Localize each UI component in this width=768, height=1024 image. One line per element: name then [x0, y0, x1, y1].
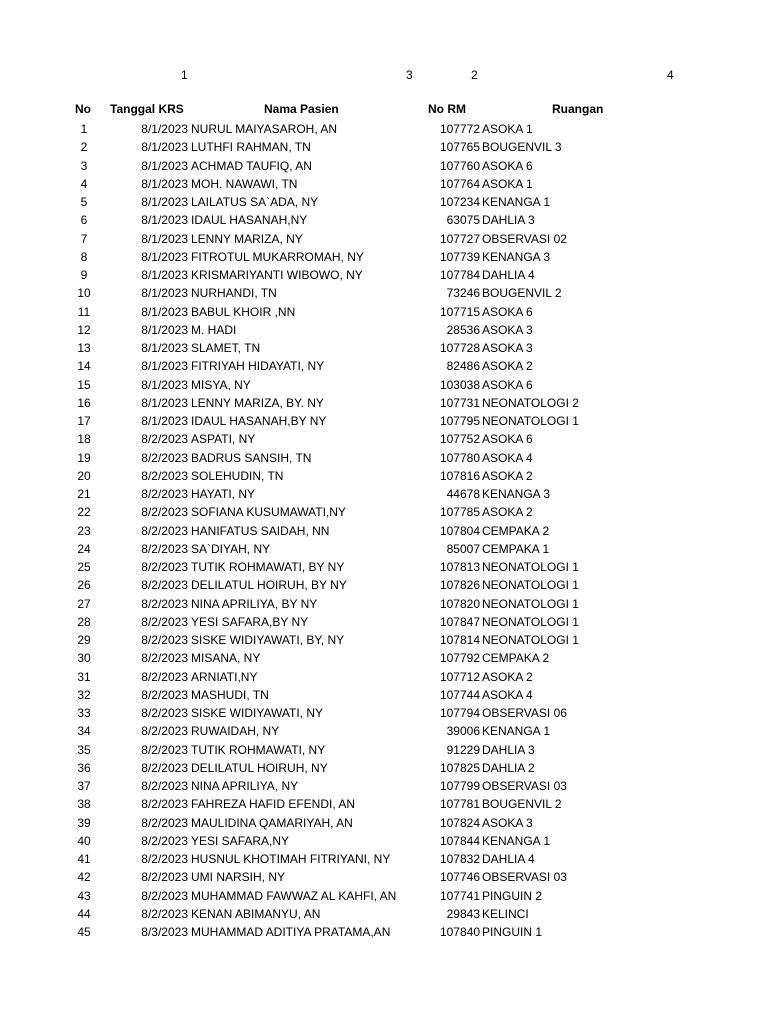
cell-tanggal-krs: 8/2/2023 [141, 687, 188, 702]
cell-no-rm: 107746 [439, 870, 480, 885]
cell-ruangan: ASOKA 6 [482, 377, 533, 392]
cell-no-rm: 39006 [446, 724, 480, 739]
table-row [0, 631, 768, 649]
cell-no: 39 [77, 815, 91, 830]
cell-no: 18 [77, 432, 91, 447]
cell-tanggal-krs: 8/2/2023 [141, 633, 188, 647]
cell-no-rm: 107840 [439, 925, 480, 939]
cell-no: 28 [77, 614, 91, 629]
table-row [0, 887, 768, 905]
table-row [0, 157, 768, 175]
cell-tanggal-krs: 8/1/2023 [141, 158, 188, 173]
table-row [0, 649, 768, 667]
cell-nama-pasien: MAULIDINA QAMARIYAH, AN [191, 815, 353, 830]
cell-no: 43 [77, 888, 91, 903]
cell-ruangan: ASOKA 3 [482, 815, 533, 830]
cell-tanggal-krs: 8/1/2023 [141, 122, 188, 136]
cell-no: 22 [77, 505, 91, 520]
cell-nama-pasien: HANIFATUS SAIDAH, NN [191, 523, 330, 538]
column-marker-2: 2 [471, 68, 478, 82]
cell-ruangan: NEONATOLOGI 1 [482, 633, 579, 647]
table-row [0, 814, 768, 832]
cell-nama-pasien: SLAMET, TN [191, 341, 261, 355]
cell-no-rm: 107799 [439, 779, 480, 793]
cell-tanggal-krs: 8/2/2023 [141, 742, 188, 757]
cell-nama-pasien: NINA APRILIYA, NY [191, 779, 299, 793]
table-row [0, 303, 768, 321]
header-tanggal-krs: Tanggal KRS [110, 102, 184, 116]
cell-ruangan: PINGUIN 2 [482, 888, 543, 903]
cell-tanggal-krs: 8/2/2023 [141, 487, 188, 501]
table-row [0, 832, 768, 850]
cell-tanggal-krs: 8/3/2023 [141, 925, 188, 939]
cell-tanggal-krs: 8/2/2023 [141, 760, 188, 775]
cell-no: 4 [80, 176, 88, 191]
table-row [0, 339, 768, 357]
cell-tanggal-krs: 8/1/2023 [141, 176, 188, 191]
cell-no-rm: 107813 [439, 560, 480, 574]
cell-ruangan: ASOKA 2 [482, 359, 533, 374]
cell-no-rm: 107712 [439, 669, 480, 684]
cell-tanggal-krs: 8/1/2023 [141, 322, 188, 337]
cell-no-rm: 107234 [439, 195, 480, 209]
cell-nama-pasien: TUTIK ROHMAWATI, BY NY [191, 560, 345, 574]
cell-ruangan: KELINCI [482, 906, 529, 921]
header-ruangan: Ruangan [552, 102, 604, 116]
cell-no: 42 [77, 870, 91, 885]
cell-no: 24 [77, 541, 91, 556]
cell-nama-pasien: FITRIYAH HIDAYATI, NY [191, 359, 325, 374]
table-row [0, 193, 768, 211]
cell-no-rm: 107785 [439, 505, 480, 520]
cell-no-rm: 107832 [439, 852, 480, 866]
cell-no: 36 [77, 760, 91, 775]
cell-nama-pasien: SISKE WIDIYAWATI, NY [191, 706, 324, 720]
cell-tanggal-krs: 8/1/2023 [141, 195, 188, 209]
cell-tanggal-krs: 8/2/2023 [141, 779, 188, 793]
cell-no-rm: 107795 [439, 414, 480, 428]
table-row [0, 138, 768, 156]
cell-ruangan: KENANGA 1 [482, 833, 551, 848]
cell-no: 13 [77, 341, 91, 355]
cell-nama-pasien: RUWAIDAH, NY [191, 724, 280, 739]
cell-nama-pasien: LENNY MARIZA, BY. NY [191, 395, 324, 410]
cell-tanggal-krs: 8/2/2023 [141, 578, 188, 593]
cell-no: 32 [77, 687, 91, 702]
table-row [0, 503, 768, 521]
cell-no: 11 [77, 304, 91, 319]
cell-ruangan: KENANGA 3 [482, 249, 551, 264]
cell-nama-pasien: M. HADI [191, 322, 237, 337]
cell-no-rm: 107784 [439, 268, 480, 282]
table-row [0, 777, 768, 795]
cell-tanggal-krs: 8/1/2023 [141, 286, 188, 301]
cell-nama-pasien: SISKE WIDIYAWATI, BY, NY [191, 633, 345, 647]
cell-ruangan: DAHLIA 2 [482, 760, 535, 775]
cell-ruangan: DAHLIA 4 [482, 268, 535, 282]
cell-no: 2 [80, 140, 88, 155]
table-row [0, 211, 768, 229]
cell-no-rm: 44678 [446, 487, 480, 501]
cell-nama-pasien: SA`DIYAH, NY [191, 541, 271, 556]
cell-ruangan: CEMPAKA 2 [482, 523, 550, 538]
cell-no-rm: 107752 [439, 432, 480, 447]
cell-ruangan: ASOKA 1 [482, 176, 533, 191]
cell-tanggal-krs: 8/1/2023 [141, 395, 188, 410]
cell-no: 15 [77, 377, 91, 392]
cell-ruangan: NEONATOLOGI 1 [482, 414, 579, 428]
cell-tanggal-krs: 8/2/2023 [141, 852, 188, 866]
table-row [0, 357, 768, 375]
cell-no-rm: 85007 [446, 541, 480, 556]
cell-ruangan: ASOKA 6 [482, 304, 533, 319]
cell-no-rm: 107814 [439, 633, 480, 647]
table-row [0, 741, 768, 759]
cell-no: 20 [77, 468, 91, 483]
cell-nama-pasien: IDAUL HASANAH,BY NY [191, 414, 327, 428]
cell-no: 31 [77, 669, 91, 684]
cell-nama-pasien: YESI SAFARA,BY NY [191, 614, 309, 629]
cell-ruangan: KENANGA 3 [482, 487, 551, 501]
cell-no: 30 [77, 651, 91, 666]
cell-tanggal-krs: 8/2/2023 [141, 541, 188, 556]
cell-ruangan: OBSERVASI 03 [482, 870, 567, 885]
cell-ruangan: ASOKA 6 [482, 158, 533, 173]
cell-no-rm: 63075 [446, 213, 480, 228]
cell-no: 10 [77, 286, 91, 301]
cell-tanggal-krs: 8/2/2023 [141, 870, 188, 885]
cell-nama-pasien: SOLEHUDIN, TN [191, 468, 284, 483]
cell-no-rm: 107824 [439, 815, 480, 830]
cell-no: 29 [77, 633, 91, 647]
cell-no-rm: 107820 [439, 596, 480, 611]
table-row [0, 321, 768, 339]
table-row [0, 175, 768, 193]
cell-nama-pasien: KENAN ABIMANYU, AN [191, 906, 321, 921]
cell-ruangan: KENANGA 1 [482, 724, 551, 739]
cell-ruangan: ASOKA 2 [482, 505, 533, 520]
cell-nama-pasien: NURUL MAIYASAROH, AN [191, 122, 338, 136]
cell-tanggal-krs: 8/2/2023 [141, 724, 188, 739]
table-row [0, 722, 768, 740]
cell-ruangan: ASOKA 2 [482, 468, 533, 483]
table-row [0, 266, 768, 284]
cell-nama-pasien: NINA APRILIYA, BY NY [191, 596, 318, 611]
cell-ruangan: ASOKA 4 [482, 450, 533, 465]
cell-no: 16 [77, 395, 91, 410]
cell-ruangan: NEONATOLOGI 1 [482, 614, 579, 629]
cell-no: 12 [77, 322, 91, 337]
cell-no: 26 [77, 578, 91, 593]
cell-ruangan: KENANGA 1 [482, 195, 551, 209]
table-row [0, 522, 768, 540]
table-row [0, 248, 768, 266]
cell-ruangan: OBSERVASI 06 [482, 706, 567, 720]
header-no-rm: No RM [428, 102, 466, 116]
cell-no-rm: 107825 [439, 760, 480, 775]
table-row [0, 467, 768, 485]
cell-tanggal-krs: 8/2/2023 [141, 468, 188, 483]
cell-no-rm: 107816 [439, 468, 480, 483]
cell-tanggal-krs: 8/1/2023 [141, 268, 188, 282]
cell-tanggal-krs: 8/2/2023 [141, 432, 188, 447]
cell-no: 7 [80, 231, 88, 246]
cell-nama-pasien: DELILATUL HOIRUH, NY [191, 760, 328, 775]
table-row [0, 850, 768, 868]
cell-no: 3 [80, 158, 88, 173]
cell-no-rm: 107727 [439, 231, 480, 246]
cell-tanggal-krs: 8/2/2023 [141, 906, 188, 921]
cell-ruangan: ASOKA 3 [482, 322, 533, 337]
cell-ruangan: CEMPAKA 1 [482, 541, 550, 556]
cell-no-rm: 107760 [439, 158, 480, 173]
cell-ruangan: BOUGENVIL 3 [482, 140, 562, 155]
cell-ruangan: PINGUIN 1 [482, 925, 543, 939]
column-marker-1: 1 [181, 68, 188, 82]
header-no: No [75, 102, 91, 116]
cell-ruangan: NEONATOLOGI 1 [482, 578, 579, 593]
cell-ruangan: ASOKA 3 [482, 341, 533, 355]
cell-nama-pasien: FITROTUL MUKARROMAH, NY [191, 249, 364, 264]
cell-no-rm: 107781 [439, 797, 480, 812]
table-row [0, 905, 768, 923]
cell-no: 38 [77, 797, 91, 812]
cell-tanggal-krs: 8/2/2023 [141, 833, 188, 848]
cell-no-rm: 107728 [439, 341, 480, 355]
cell-no-rm: 107794 [439, 706, 480, 720]
cell-ruangan: NEONATOLOGI 2 [482, 395, 579, 410]
cell-no: 23 [77, 523, 91, 538]
cell-tanggal-krs: 8/1/2023 [141, 231, 188, 246]
cell-no-rm: 107765 [439, 140, 480, 155]
cell-tanggal-krs: 8/2/2023 [141, 669, 188, 684]
cell-tanggal-krs: 8/1/2023 [141, 140, 188, 155]
cell-no: 44 [77, 906, 91, 921]
table-row [0, 449, 768, 467]
cell-ruangan: NEONATOLOGI 1 [482, 560, 579, 574]
cell-no-rm: 107741 [439, 888, 480, 903]
cell-nama-pasien: KRISMARIYANTI WIBOWO, NY [191, 268, 363, 282]
cell-no: 35 [77, 742, 91, 757]
cell-no-rm: 28536 [446, 322, 480, 337]
table-row [0, 284, 768, 302]
cell-tanggal-krs: 8/1/2023 [141, 414, 188, 428]
cell-tanggal-krs: 8/1/2023 [141, 377, 188, 392]
cell-no: 41 [77, 852, 91, 866]
cell-no: 8 [80, 249, 88, 264]
cell-tanggal-krs: 8/2/2023 [141, 815, 188, 830]
cell-tanggal-krs: 8/1/2023 [141, 341, 188, 355]
cell-ruangan: ASOKA 6 [482, 432, 533, 447]
cell-no: 14 [77, 359, 91, 374]
cell-nama-pasien: LAILATUS SA`ADA, NY [191, 195, 319, 209]
cell-tanggal-krs: 8/2/2023 [141, 706, 188, 720]
table-row [0, 704, 768, 722]
cell-no-rm: 29843 [446, 906, 480, 921]
cell-ruangan: ASOKA 1 [482, 122, 533, 136]
cell-no-rm: 91229 [446, 742, 480, 757]
cell-no: 17 [77, 414, 91, 428]
cell-nama-pasien: ARNIATI,NY [191, 669, 258, 684]
cell-no-rm: 107764 [439, 176, 480, 191]
cell-tanggal-krs: 8/1/2023 [141, 359, 188, 374]
cell-no: 40 [77, 833, 91, 848]
cell-ruangan: DAHLIA 4 [482, 852, 535, 866]
cell-tanggal-krs: 8/2/2023 [141, 560, 188, 574]
column-marker-3: 3 [406, 68, 413, 82]
cell-nama-pasien: LENNY MARIZA, NY [191, 231, 303, 246]
cell-ruangan: BOUGENVIL 2 [482, 286, 562, 301]
table-row [0, 795, 768, 813]
table-row [0, 558, 768, 576]
cell-tanggal-krs: 8/1/2023 [141, 304, 188, 319]
cell-no: 9 [80, 268, 88, 282]
cell-nama-pasien: MISANA, NY [191, 651, 261, 666]
cell-nama-pasien: ASPATI, NY [191, 432, 256, 447]
cell-tanggal-krs: 8/2/2023 [141, 797, 188, 812]
cell-tanggal-krs: 8/2/2023 [141, 651, 188, 666]
cell-ruangan: ASOKA 4 [482, 687, 533, 702]
patient-table-body [0, 120, 768, 941]
cell-no-rm: 107772 [439, 122, 480, 136]
cell-nama-pasien: HAYATI, NY [191, 487, 256, 501]
cell-no-rm: 107715 [439, 304, 480, 319]
cell-nama-pasien: DELILATUL HOIRUH, BY NY [191, 578, 347, 593]
cell-tanggal-krs: 8/1/2023 [141, 213, 188, 228]
table-row [0, 668, 768, 686]
cell-nama-pasien: BABUL KHOIR ,NN [191, 304, 296, 319]
cell-ruangan: BOUGENVIL 2 [482, 797, 562, 812]
cell-nama-pasien: HUSNUL KHOTIMAH FITRIYANI, NY [191, 852, 391, 866]
cell-no: 34 [77, 724, 91, 739]
cell-ruangan: ASOKA 2 [482, 669, 533, 684]
cell-ruangan: CEMPAKA 2 [482, 651, 550, 666]
cell-nama-pasien: SOFIANA KUSUMAWATI,NY [191, 505, 346, 520]
cell-no-rm: 107731 [439, 395, 480, 410]
table-row [0, 120, 768, 138]
cell-no-rm: 107780 [439, 450, 480, 465]
cell-no-rm: 107739 [439, 249, 480, 264]
cell-nama-pasien: MUHAMMAD FAWWAZ AL KAHFI, AN [191, 888, 397, 903]
cell-no-rm: 107804 [439, 523, 480, 538]
cell-no-rm: 103038 [439, 377, 480, 392]
cell-no: 45 [77, 925, 91, 939]
table-row [0, 412, 768, 430]
cell-no: 6 [80, 213, 88, 228]
cell-no-rm: 107844 [439, 833, 480, 848]
cell-no-rm: 73246 [446, 286, 480, 301]
cell-ruangan: DAHLIA 3 [482, 213, 535, 228]
cell-no: 19 [77, 450, 91, 465]
header-nama-pasien: Nama Pasien [264, 102, 339, 116]
cell-nama-pasien: IDAUL HASANAH,NY [191, 213, 308, 228]
cell-nama-pasien: YESI SAFARA,NY [191, 833, 290, 848]
cell-no: 37 [77, 779, 91, 793]
cell-ruangan: OBSERVASI 03 [482, 779, 567, 793]
table-row [0, 613, 768, 631]
cell-nama-pasien: ACHMAD TAUFIQ, AN [191, 158, 312, 173]
table-row [0, 595, 768, 613]
cell-no: 27 [77, 596, 91, 611]
cell-no: 1 [80, 122, 88, 136]
cell-ruangan: NEONATOLOGI 1 [482, 596, 579, 611]
cell-nama-pasien: MASHUDI, TN [191, 687, 269, 702]
cell-tanggal-krs: 8/2/2023 [141, 888, 188, 903]
cell-no: 25 [77, 560, 91, 574]
cell-nama-pasien: FAHREZA HAFID EFENDI, AN [191, 797, 356, 812]
cell-ruangan: DAHLIA 3 [482, 742, 535, 757]
table-row [0, 394, 768, 412]
cell-nama-pasien: UMI NARSIH, NY [191, 870, 286, 885]
cell-nama-pasien: MISYA, NY [191, 377, 251, 392]
cell-nama-pasien: BADRUS SANSIH, TN [191, 450, 312, 465]
cell-no: 33 [77, 706, 91, 720]
cell-no-rm: 82486 [446, 359, 480, 374]
cell-nama-pasien: TUTIK ROHMAWATI, NY [191, 742, 326, 757]
column-marker-4: 4 [667, 68, 674, 82]
cell-nama-pasien: MUHAMMAD ADITIYA PRATAMA,AN [191, 925, 391, 939]
cell-no-rm: 107744 [439, 687, 480, 702]
cell-tanggal-krs: 8/1/2023 [141, 249, 188, 264]
cell-tanggal-krs: 8/2/2023 [141, 523, 188, 538]
table-row [0, 430, 768, 448]
cell-no: 21 [77, 487, 91, 501]
cell-ruangan: OBSERVASI 02 [482, 231, 567, 246]
cell-nama-pasien: LUTHFI RAHMAN, TN [191, 140, 311, 155]
cell-tanggal-krs: 8/2/2023 [141, 450, 188, 465]
table-row [0, 485, 768, 503]
cell-no: 5 [80, 195, 88, 209]
table-row [0, 868, 768, 886]
cell-tanggal-krs: 8/2/2023 [141, 614, 188, 629]
cell-no-rm: 107847 [439, 614, 480, 629]
cell-tanggal-krs: 8/2/2023 [141, 505, 188, 520]
table-row [0, 540, 768, 558]
cell-no-rm: 107826 [439, 578, 480, 593]
table-row [0, 923, 768, 941]
cell-nama-pasien: NURHANDI, TN [191, 286, 277, 301]
table-row [0, 376, 768, 394]
cell-no-rm: 107792 [439, 651, 480, 666]
cell-tanggal-krs: 8/2/2023 [141, 596, 188, 611]
table-row [0, 576, 768, 594]
table-row [0, 759, 768, 777]
table-row [0, 230, 768, 248]
cell-nama-pasien: MOH. NAWAWI, TN [191, 176, 298, 191]
table-row [0, 686, 768, 704]
